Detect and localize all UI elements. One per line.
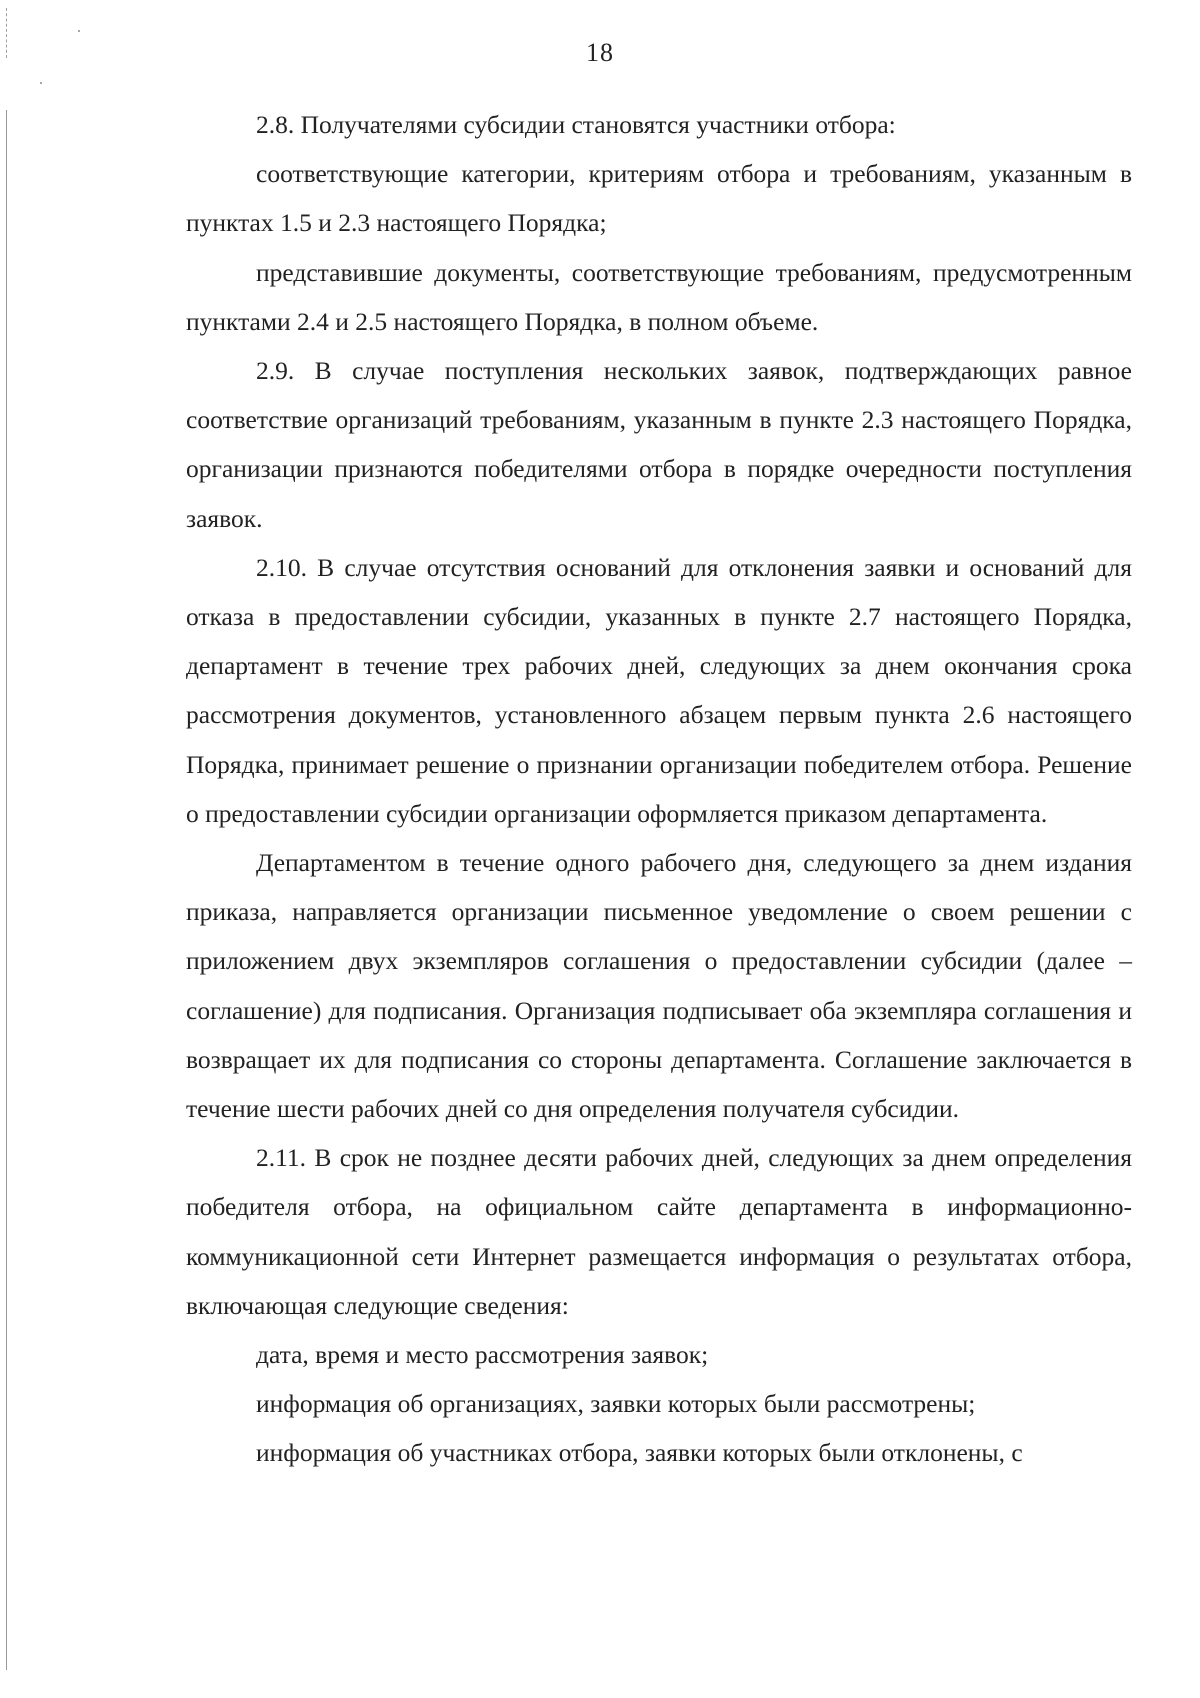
paragraph-2-10: 2.10. В случае отсутствия оснований для отклонения заявки и оснований для отказа в предоставлении субсидии, указанных в пункте 2.7 настоящего Порядка, департамент в течение трех рабочих дней, следующих за днем окончания срока рассмотрения документов, установленного абзацем первым пункта 2.6 настоящего Порядка, принимает решение о признании организации победителем отбора. Решение о предоставлении субсидии организации оформляется приказом департамента. [186, 552, 1132, 828]
page-number: 18 [586, 38, 614, 67]
paragraph-2-11: 2.11. В срок не позднее десяти рабочих дней, следующих за днем определения победителя отбора, на официальном сайте департамента в информационно-коммуникационной сети Интернет размещается информация о результатах отбора, включающая следующие сведения: [186, 1143, 1132, 1320]
paragraph-2-10-cont: Департаментом в течение одного рабочего дня, следующего за днем издания приказа, направляется организации письменное уведомление о своем решении с приложением двух экземпляров соглашения о предоставлении субсидии (далее – соглашение) для подписания. Организация подписывает оба экземпляра соглашения и возвращает их для подписания со стороны департамента. Соглашение заключается в течение шести рабочих дней со дня определения получателя субсидии. [186, 848, 1132, 1124]
scan-edge-line [6, 110, 7, 1670]
scan-speck [78, 30, 80, 32]
paragraph-2-11-item-2: информация об организациях, заявки которых были рассмотрены; [256, 1389, 976, 1419]
paragraph-2-8-item-1: соответствующие категории, критериям отбора и требованиям, указанным в пунктах 1.5 и 2.3 настоящего Порядка; [186, 159, 1132, 238]
document-body [186, 100, 1132, 1478]
paragraph-2-9: 2.9. В случае поступления нескольких заявок, подтверждающих равное соответствие организаций требованиям, указанным в пункте 2.3 настоящего Порядка, организации признаются победителями отбора в порядке очередности поступления заявок. [186, 356, 1132, 533]
paragraph-2-8-item-2: представившие документы, соответствующие требованиям, предусмотренным пунктами 2.4 и 2.5 настоящего Порядка, в полном объеме. [186, 257, 1132, 336]
paragraph-2-11-item-1: дата, время и место рассмотрения заявок; [256, 1340, 709, 1370]
paragraph-2-11-item-3: информация об участниках отбора, заявки которых были отклонены, с [256, 1438, 1023, 1468]
scan-speck [40, 82, 42, 84]
paragraph-2-8: 2.8. Получателями субсидии становятся участники отбора: [256, 110, 896, 139]
